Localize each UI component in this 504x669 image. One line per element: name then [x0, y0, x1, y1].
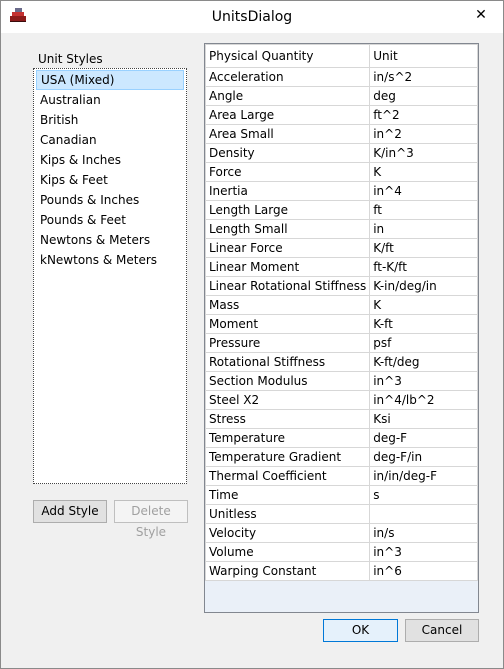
unit-cell[interactable]: deg-F [370, 429, 478, 448]
unit-cell[interactable]: in/s [370, 524, 478, 543]
list-item[interactable]: Newtons & Meters [40, 233, 151, 247]
quantity-cell[interactable]: Steel X2 [206, 391, 370, 410]
table-row [206, 524, 478, 543]
quantity-cell[interactable]: Area Large [206, 106, 370, 125]
unit-cell[interactable]: K [370, 296, 478, 315]
quantity-cell[interactable]: Linear Rotational Stiffness [206, 277, 370, 296]
table-row [206, 410, 478, 429]
quantity-cell[interactable]: Unitless [206, 505, 370, 524]
unit-cell[interactable]: K [370, 163, 478, 182]
list-item[interactable]: Canadian [40, 133, 97, 147]
unit-cell[interactable]: s [370, 486, 478, 505]
table-row [206, 353, 478, 372]
column-header-unit[interactable]: Unit [370, 45, 478, 68]
unit-cell[interactable]: K/ft [370, 239, 478, 258]
table-row [206, 258, 478, 277]
list-item[interactable]: Pounds & Feet [40, 213, 126, 227]
table-row [206, 296, 478, 315]
table-row [206, 106, 478, 125]
unit-cell[interactable]: psf [370, 334, 478, 353]
table-row [206, 486, 478, 505]
add-style-button[interactable]: Add Style [33, 500, 107, 523]
quantity-cell[interactable]: Section Modulus [206, 372, 370, 391]
unit-cell[interactable]: ft-K/ft [370, 258, 478, 277]
table-row [206, 87, 478, 106]
table-row [206, 562, 478, 581]
table-row [206, 315, 478, 334]
quantity-cell[interactable]: Rotational Stiffness [206, 353, 370, 372]
table-row [206, 505, 478, 524]
quantity-cell[interactable]: Temperature Gradient [206, 448, 370, 467]
quantity-cell[interactable]: Warping Constant [206, 562, 370, 581]
unit-styles-label: Unit Styles [38, 52, 103, 66]
quantity-cell[interactable]: Pressure [206, 334, 370, 353]
unit-cell[interactable]: in^4/lb^2 [370, 391, 478, 410]
units-table [205, 44, 478, 581]
table-row [206, 543, 478, 562]
table-row [206, 467, 478, 486]
table-row [206, 68, 478, 87]
quantity-cell[interactable]: Moment [206, 315, 370, 334]
table-row [206, 277, 478, 296]
quantity-cell[interactable]: Force [206, 163, 370, 182]
close-button[interactable] [459, 1, 503, 29]
quantity-cell[interactable]: Length Large [206, 201, 370, 220]
list-item[interactable]: Pounds & Inches [40, 193, 140, 207]
quantity-cell[interactable]: Stress [206, 410, 370, 429]
quantity-cell[interactable]: Linear Moment [206, 258, 370, 277]
list-item[interactable]: Kips & Inches [40, 153, 122, 167]
unit-cell[interactable]: in^6 [370, 562, 478, 581]
table-row [206, 391, 478, 410]
table-row [206, 220, 478, 239]
unit-cell[interactable]: in^3 [370, 372, 478, 391]
unit-cell[interactable]: in^2 [370, 125, 478, 144]
list-item[interactable]: kNewtons & Meters [40, 253, 158, 267]
table-row [206, 163, 478, 182]
quantity-cell[interactable]: Temperature [206, 429, 370, 448]
quantity-cell[interactable]: Inertia [206, 182, 370, 201]
table-row [206, 372, 478, 391]
unit-cell[interactable]: K/in^3 [370, 144, 478, 163]
cancel-button[interactable]: Cancel [405, 619, 479, 642]
list-item[interactable]: USA (Mixed) [36, 70, 184, 90]
quantity-cell[interactable]: Thermal Coefficient [206, 467, 370, 486]
unit-cell[interactable]: deg [370, 87, 478, 106]
ok-button[interactable]: OK [323, 619, 398, 642]
table-row [206, 182, 478, 201]
table-row [206, 144, 478, 163]
close-icon: ✕ [475, 7, 487, 23]
unit-cell[interactable]: in^4 [370, 182, 478, 201]
quantity-cell[interactable]: Density [206, 144, 370, 163]
table-row [206, 201, 478, 220]
unit-cell[interactable]: Ksi [370, 410, 478, 429]
unit-cell[interactable]: K-ft/deg [370, 353, 478, 372]
quantity-cell[interactable]: Mass [206, 296, 370, 315]
window-title: UnitsDialog [211, 9, 293, 25]
unit-cell[interactable]: K-in/deg/in [370, 277, 478, 296]
list-item[interactable]: British [40, 113, 79, 127]
quantity-cell[interactable]: Time [206, 486, 370, 505]
title-bar [1, 1, 503, 33]
list-item[interactable]: Australian [40, 93, 101, 107]
quantity-cell[interactable]: Area Small [206, 125, 370, 144]
unit-cell[interactable]: deg-F/in [370, 448, 478, 467]
unit-cell[interactable]: in/s^2 [370, 68, 478, 87]
table-row [206, 334, 478, 353]
quantity-cell[interactable]: Acceleration [206, 68, 370, 87]
unit-cell[interactable]: K-ft [370, 315, 478, 334]
unit-cell[interactable]: ft [370, 201, 478, 220]
table-header-row [206, 45, 478, 68]
quantity-cell[interactable]: Length Small [206, 220, 370, 239]
quantity-cell[interactable]: Angle [206, 87, 370, 106]
quantity-cell[interactable]: Velocity [206, 524, 370, 543]
table-row [206, 429, 478, 448]
table-row [206, 239, 478, 258]
unit-cell[interactable]: in/in/deg-F [370, 467, 478, 486]
quantity-cell[interactable]: Volume [206, 543, 370, 562]
unit-cell[interactable] [370, 505, 478, 524]
quantity-cell[interactable]: Linear Force [206, 239, 370, 258]
table-row [206, 448, 478, 467]
units-grid[interactable] [204, 43, 479, 613]
table-row [206, 125, 478, 144]
column-header-quantity[interactable]: Physical Quantity [206, 45, 370, 68]
delete-style-button[interactable]: Delete Style [114, 500, 188, 523]
list-item[interactable]: Kips & Feet [40, 173, 108, 187]
unit-cell[interactable]: ft^2 [370, 106, 478, 125]
unit-cell[interactable]: in^3 [370, 543, 478, 562]
unit-styles-list[interactable] [33, 68, 187, 484]
unit-cell[interactable]: in [370, 220, 478, 239]
